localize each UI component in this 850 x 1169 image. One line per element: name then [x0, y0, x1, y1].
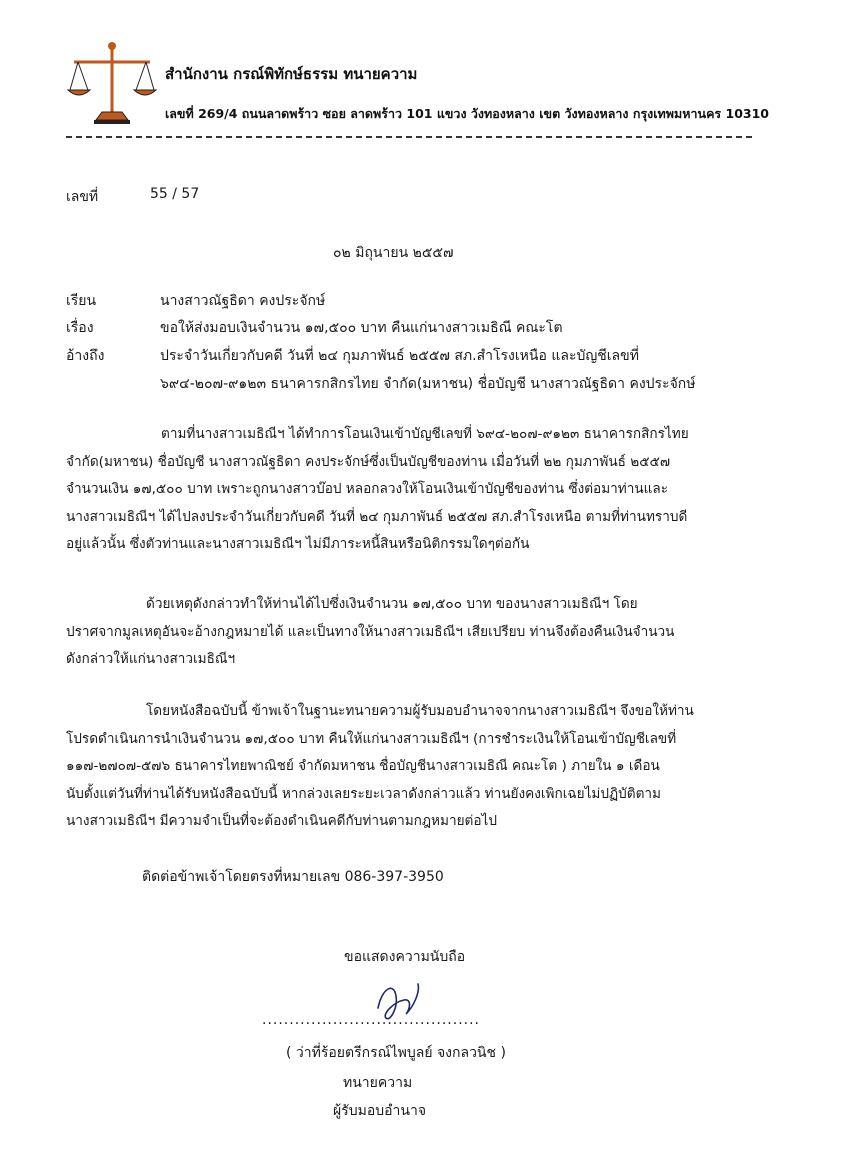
paragraph-line: ปราศจากมูลเหตุอันจะอ้างกฎหมายได้ และเป็นทางให้นางสาวเมธิณีฯ เสียเปรียบ ท่านจึงต้องคืนเงินจำนวน — [66, 623, 675, 640]
paragraph-1 — [66, 421, 766, 559]
paragraph-line: ตามที่นางสาวเมธิณีฯ ได้ทำการโอนเงินเข้าบัญชีเลขที่ ๖๙๔-๒๐๗-๙๑๒๓ ธนาคารกสิกรไทย — [161, 426, 689, 442]
paragraph-line: โปรดดำเนินการนำเงินจำนวน ๑๗,๕๐๐ บาท คืนให้แก่นางสาวเมธิณีฯ (การชำระเงินให้โอนเข้าบัญชีเลขที่ — [66, 730, 677, 747]
scales-of-justice-logo-icon — [66, 40, 158, 130]
signature-dotted-line: ........................................ — [262, 1012, 481, 1028]
signatory-role: ทนายความ — [343, 1075, 413, 1091]
paragraph-line: นางสาวเมธิณีฯ มีความจำเป็นที่จะต้องดำเนินคดีกับท่านตามกฎหมายต่อไป — [66, 813, 498, 829]
to-value: นางสาวณัฐธิดา คงประจักษ์ — [160, 293, 326, 309]
paragraph-line: จำนวนเงิน ๑๗,๕๐๐ บาท เพราะถูกนางสาวบ๊อป หลอกลวงให้โอนเงินเข้าบัญชีของท่าน ซึ่งต่อมาท่านและ — [66, 481, 669, 497]
to-label: เรียน — [66, 293, 97, 309]
office-address: เลขที่ 269/4 ถนนลาดพร้าว ซอย ลาดพร้าว 101 แขวง วังทองหลาง เขต วังทองหลาง กรุงเทพมหานคร 10310 — [165, 106, 769, 121]
ref-value: 55 / 57 — [150, 186, 200, 202]
paragraph-line: ๑๑๗-๒๗๐๗-๕๗๖ ธนาคารไทยพาณิชย์ จำกัดมหาชน ชื่อบัญชีนางสาวเมธิณี คณะโต ) ภายใน ๑ เดือน — [66, 758, 660, 774]
paragraph-line: จำกัด(มหาชน) ชื่อบัญชี นางสาวณัฐธิดา คงประจักษ์ซึ่งเป็นบัญชีของท่าน เมื่อวันที่ ๒๒ กุมภาพันธ์ ๒๕๕๗ — [66, 453, 671, 470]
paragraph-line: ด้วยเหตุดังกล่าวทำให้ท่านได้ไปซึ่งเงินจำนวน ๑๗,๕๐๐ บาท ของนางสาวเมธิณีฯ โดย — [146, 596, 638, 612]
paragraph-3 — [66, 698, 766, 836]
paragraph-line: นับตั้งแต่วันที่ท่านได้รับหนังสือฉบับนี้ หากล่วงเลยระยะเวลาดังกล่าวแล้ว ท่านยังคงเพิกเฉยไม่ปฏิบัติตาม — [66, 785, 662, 802]
ref-label: เลขที่ — [66, 189, 99, 205]
subject-label: เรื่อง — [66, 320, 94, 336]
paragraph-line: ดังกล่าวให้แก่นางสาวเมธิณีฯ — [66, 651, 236, 667]
closing-line: ขอแสดงความนับถือ — [344, 949, 466, 965]
signatory-name: ( ว่าที่ร้อยตรีกรณ์ไพบูลย์ จงกลวนิช ) — [286, 1045, 506, 1061]
subject-value: ขอให้ส่งมอบเงินจำนวน ๑๗,๕๐๐ บาท คืนแก่นางสาวเมธิณี คณะโต — [160, 320, 563, 336]
header-divider — [66, 136, 752, 138]
letter-date: ๐๒ มิถุนายน ๒๕๕๗ — [333, 245, 454, 261]
signatory-role-2: ผู้รับมอบอำนาจ — [333, 1103, 427, 1119]
paragraph-line: อยู่แล้วนั้น ซึ่งตัวท่านและนางสาวเมธิณีฯ ไม่มีภาระหนี้สินหรือนิติกรรมใดๆต่อกัน — [66, 536, 530, 552]
reference-label: อ้างถึง — [66, 348, 105, 364]
paragraph-line: นางสาวเมธิณีฯ ได้ไปลงประจำวันเกี่ยวกับคดี วันที่ ๒๔ กุมภาพันธ์ ๒๕๕๗ สภ.สำโรงเหนือ ตามที่ท่านทราบดี — [66, 508, 688, 525]
contact-line: ติดต่อข้าพเจ้าโดยตรงที่หมายเลข 086-397-3950 — [142, 869, 444, 885]
paragraph-line: โดยหนังสือฉบับนี้ ข้าพเจ้าในฐานะทนายความผู้รับมอบอำนาจจากนางสาวเมธิณีฯ จึงขอให้ท่าน — [146, 703, 694, 719]
office-name: สำนักงาน กรณ์พิทักษ์ธรรม ทนายความ — [165, 65, 418, 83]
reference-line-2: ๖๙๔-๒๐๗-๙๑๒๓ ธนาคารกสิกรไทย จำกัด(มหาชน) ชื่อบัญชี นางสาวณัฐธิดา คงประจักษ์ — [160, 376, 696, 392]
reference-line-1: ประจำวันเกี่ยวกับคดี วันที่ ๒๔ กุมภาพันธ์ ๒๕๕๗ สภ.สำโรงเหนือ และบัญชีเลขที่ — [160, 348, 639, 364]
paragraph-2 — [66, 591, 766, 674]
